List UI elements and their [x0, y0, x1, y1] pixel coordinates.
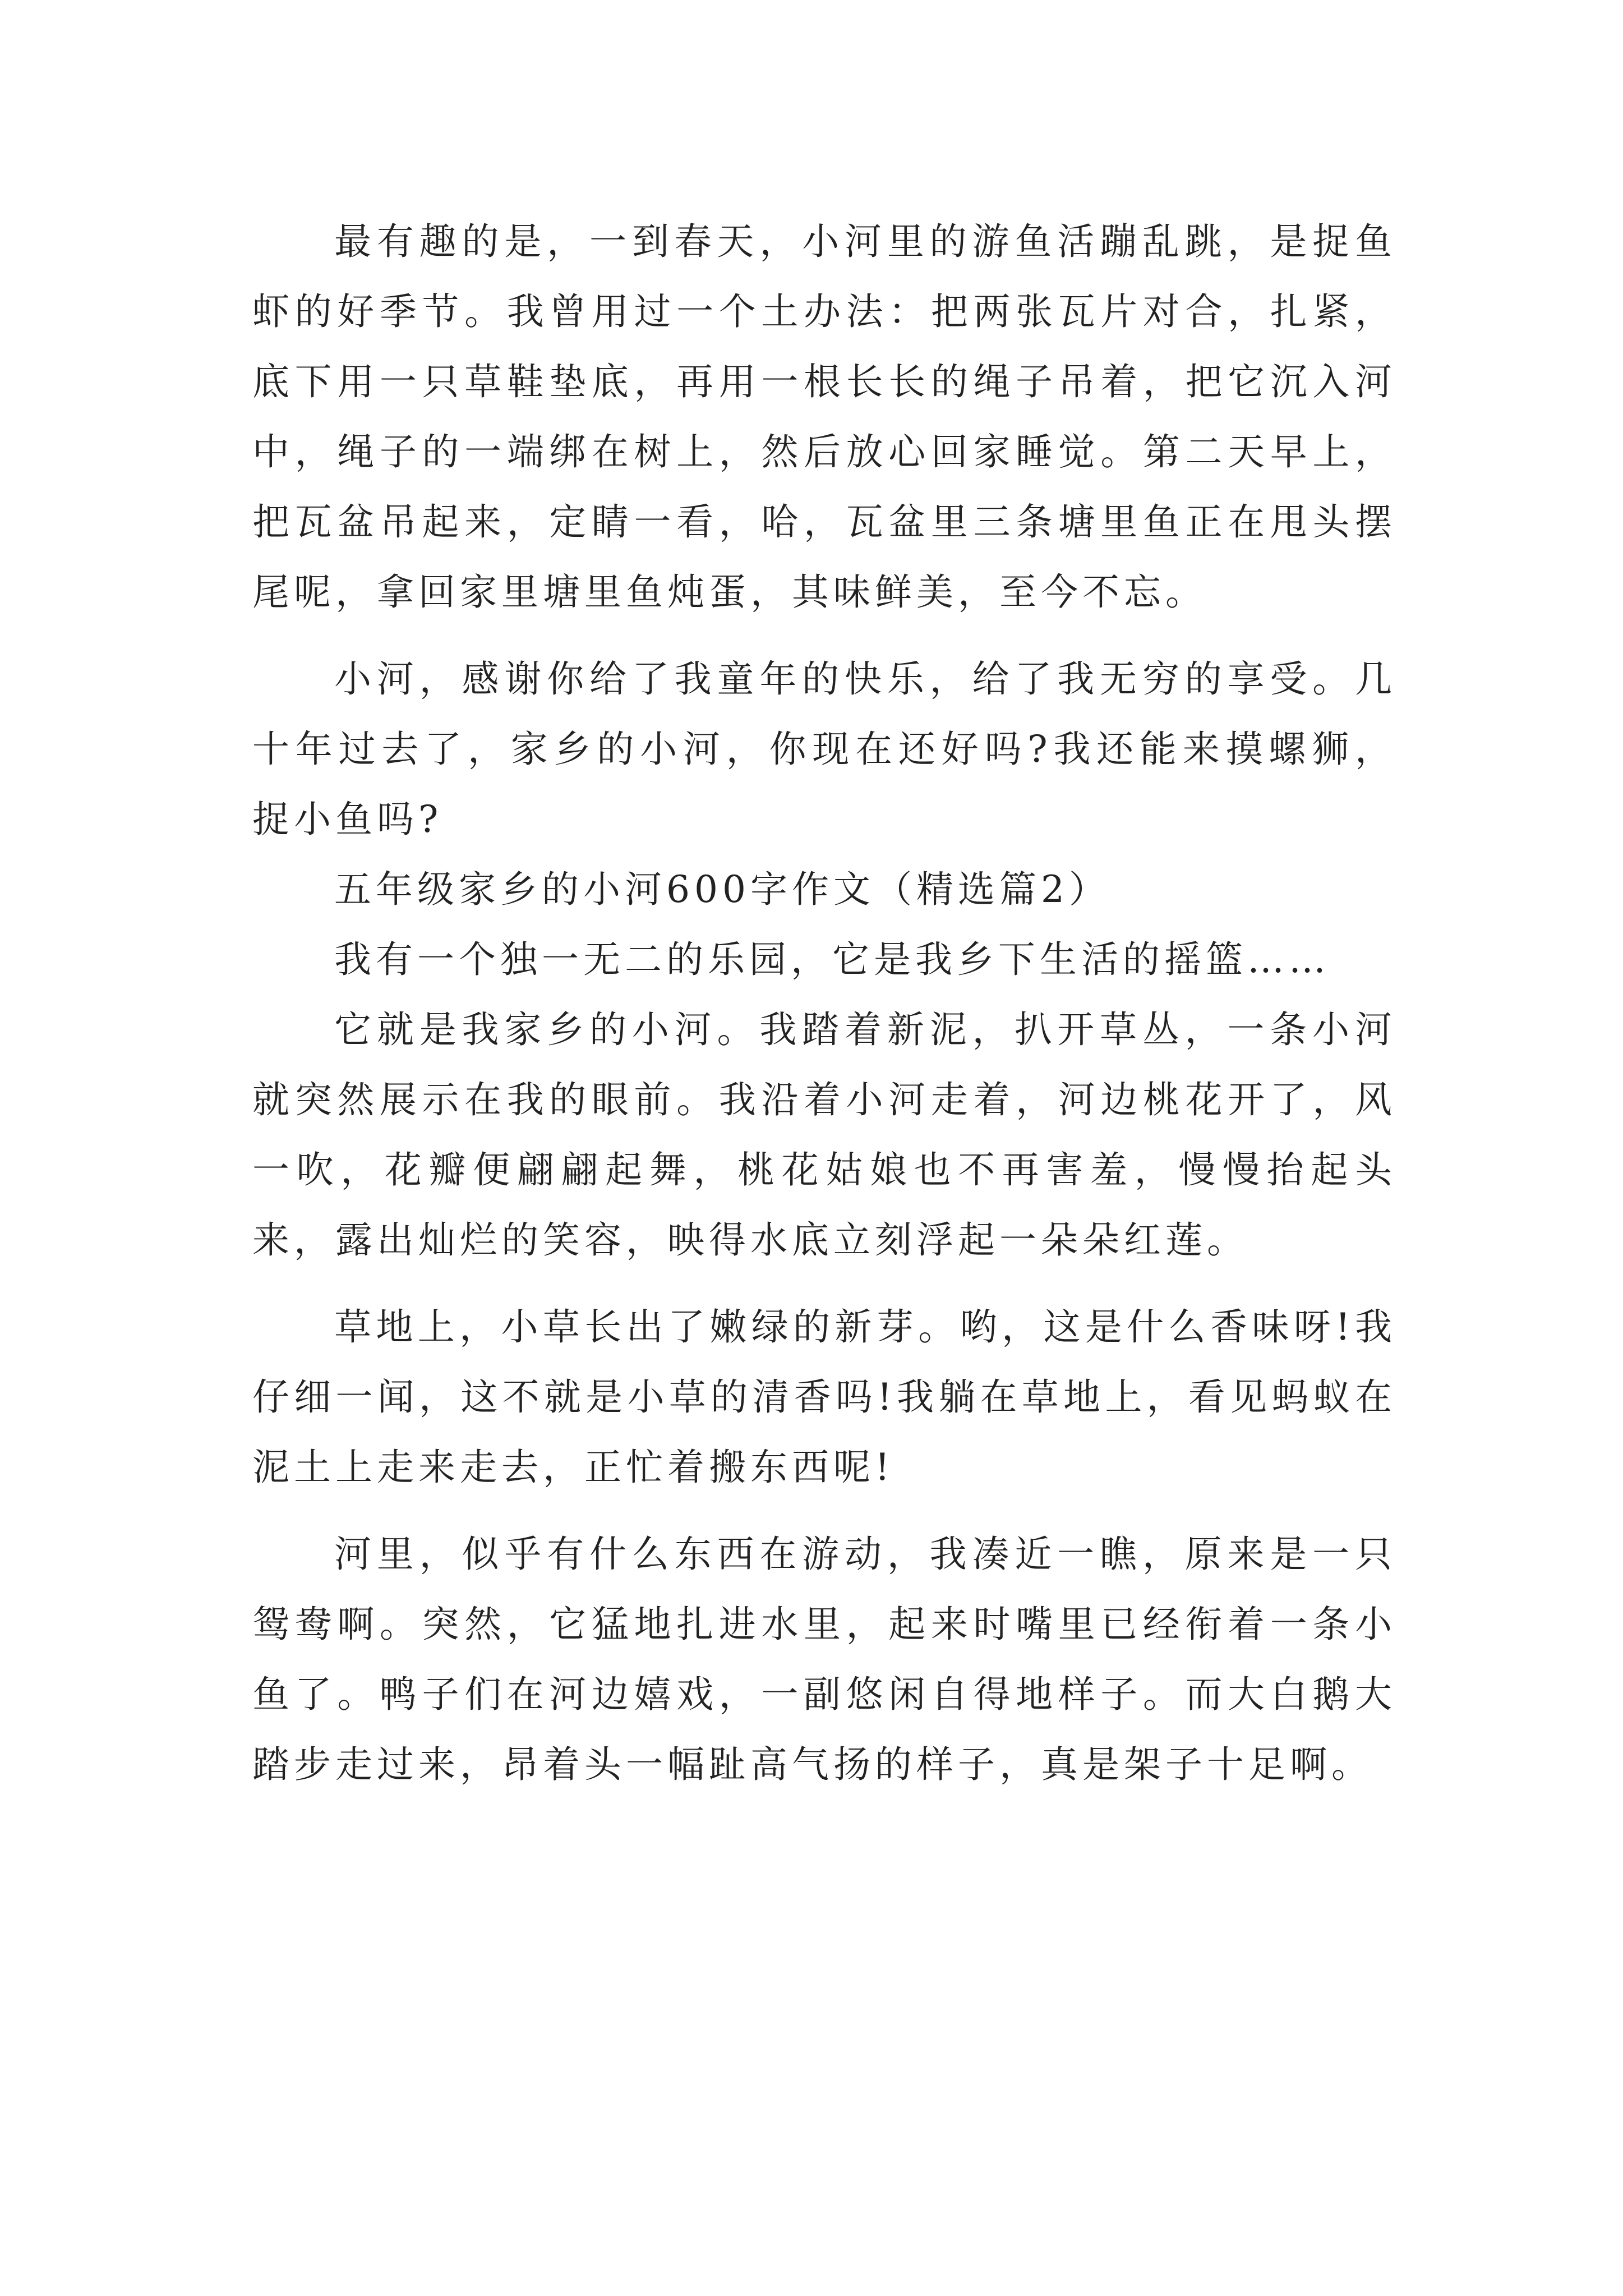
paragraph-river: 它就是我家乡的小河。我踏着新泥，扒开草丛，一条小河就突然展示在我的眼前。我沿着小河走着，河边桃花开了，风一吹，花瓣便翩翩起舞，桃花姑娘也不再害羞，慢慢抬起头来，露出灿烂的笑容，映得水底立刻浮起一朵朵红莲。: [252, 1008, 1396, 1262]
paragraph-ducks: 河里，似乎有什么东西在游动，我凑近一瞧，原来是一只鸳鸯啊。突然，它猛地扎进水里，起来时嘴里已经衔着一条小鱼了。鸭子们在河边嬉戏，一副悠闲自得地样子。而大白鹅大踏步走过来，昂着头一幅趾高气扬的样子，真是架子十足啊。: [252, 1533, 1396, 1786]
paragraph-gap: [252, 1275, 1396, 1292]
paragraph-thanks: 小河，感谢你给了我童年的快乐，给了我无穷的享受。几十年过去了，家乡的小河，你现在还好吗?我还能来摸螺狮，捉小鱼吗?: [252, 657, 1396, 841]
paragraph-fishing: 最有趣的是，一到春天，小河里的游鱼活蹦乱跳，是捉鱼虾的好季节。我曾用过一个土办法：把两张瓦片对合，扎紧，底下用一只草鞋垫底，再用一根长长的绳子吊着，把它沉入河中，绳子的一端绑在树上，然后放心回家睡觉。第二天早上，把瓦盆吊起来，定睛一看，哈，瓦盆里三条塘里鱼正在甩头摆尾呢，拿回家里塘里鱼炖蛋，其味鲜美，至今不忘。: [252, 220, 1396, 614]
paragraph-gap: [252, 627, 1396, 644]
paragraph-grass: 草地上，小草长出了嫩绿的新芽。哟，这是什么香味呀!我仔细一闻，这不就是小草的清香吗!我躺在草地上，看见蚂蚁在泥土上走来走去，正忙着搬东西呢!: [252, 1305, 1396, 1489]
paragraph-gap: [252, 1502, 1396, 1519]
paragraph-intro: 我有一个独一无二的乐园，它是我乡下生活的摇篮……: [334, 938, 1330, 981]
document-body: [252, 206, 1396, 1800]
essay-title: 五年级家乡的小河600字作文（精选篇2）: [334, 868, 1110, 911]
